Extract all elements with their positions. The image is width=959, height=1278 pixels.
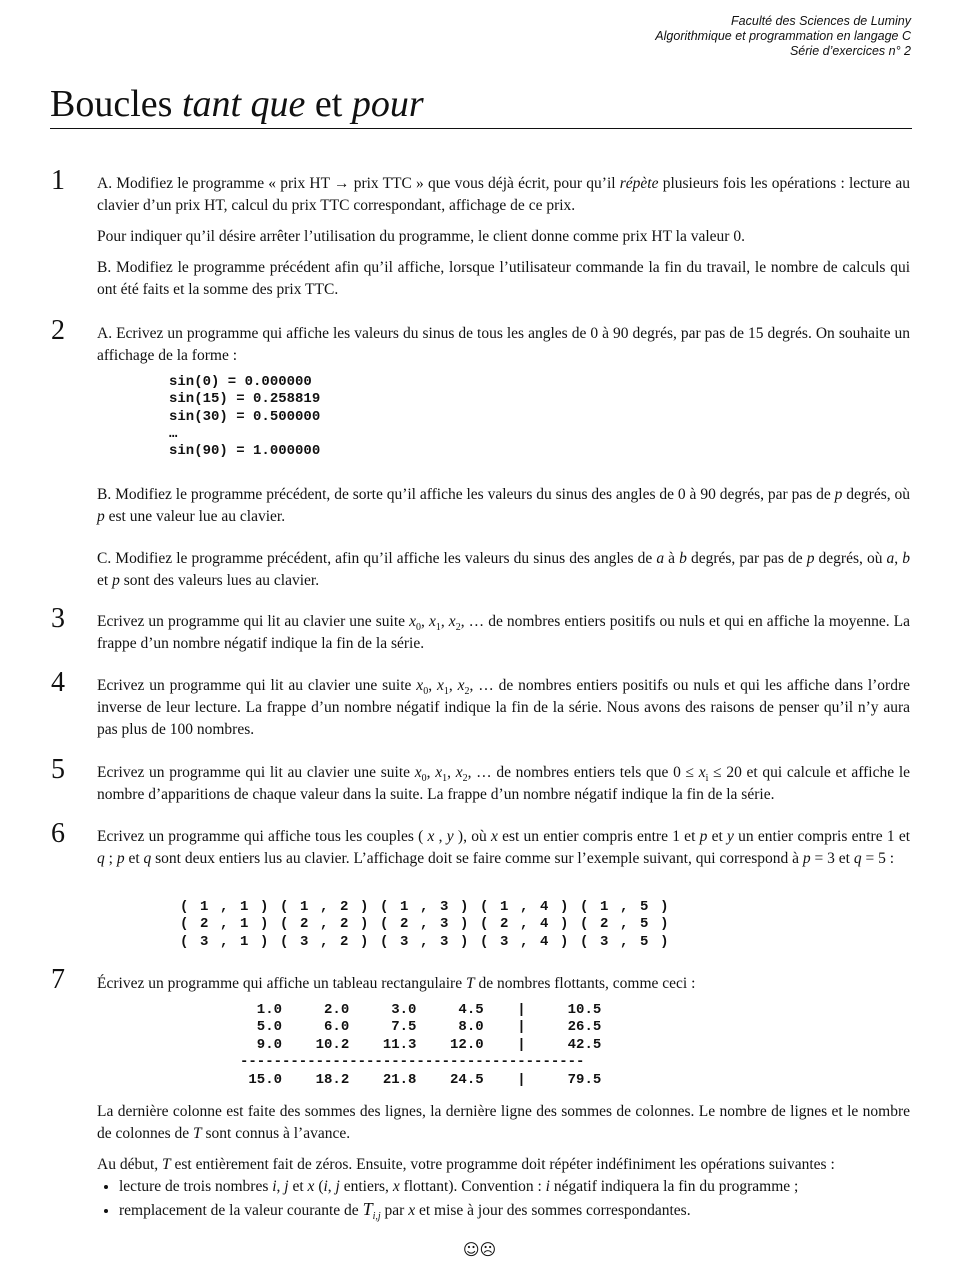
operations-list [97,1176,910,1222]
exercise-2-c: C. Modifiez le programme précédent, afin qu’il affiche les valeurs du sinus des angles de a à b degrés, par pas de p degrés, où a, b et p sont des valeurs lues au clavier. [97,550,911,589]
ex1-part-a-note: Pour indiquer qu’il désire arrêter l’utilisation du programme, le client donne comme prix HT la valeur 0. [97,228,745,245]
exercise-1 [97,173,910,301]
exercise-number-4: 4 [51,667,65,698]
exercise-number-6: 6 [51,818,65,849]
list-item: • remplacement de la valeur courante de $T_{i,j}$ par x et mise à jour des sommes correspondantes. [119,1198,910,1222]
title-rule [50,128,912,129]
exercise-number-5: 5 [51,754,65,785]
exercise-number-1: 1 [51,165,65,196]
list-item: • lecture de trois nombres i, j et x (i, j entiers, x flottant). Convention : i négatif indiquera la fin du programme ; [119,1176,910,1198]
faculty-name: Faculté des Sciences de Luminy [731,14,911,28]
course-name: Algorithmique et programmation en langage C [655,29,911,43]
exercise-6: Ecrivez un programme qui affiche tous les couples ( x , y ), où x est un entier compris entre 1 et p et y un entier compris entre 1 et q ; p et q sont deux entiers lus au clavier. L’affichage doit se faire comme sur l’exemple suivant, qui correspond à p = 3 et q = 5 : [97,828,911,867]
ex1-part-a: A. Modifiez le programme « prix HT → prix TTC » que vous déjà écrit, pour qu’il répète plusieurs fois les opérations : lecture au clavier d’un prix HT, calcul du prix TTC correspondant, affichage de ce prix. [97,175,910,214]
exercise-7-intro: Écrivez un programme qui affiche un tableau rectangulaire T de nombres flottants, comme ceci : [97,975,696,992]
sin-output-example: sin(0) = 0.000000 sin(15) = 0.258819 sin(30) = 0.500000 … sin(90) = 1.000000 [169,374,321,460]
exercise-4: Ecrivez un programme qui lit au clavier une suite $x_0$, $x_1$, $x_2$, … de nombres entiers positifs ou nuls et qui les affiche dans l’ordre inverse de leur lecture. La frappe d’un nombre négatif indique la fin de la série. Nous avons des raisons de penser qu’il n’y aura pas plus de 100 nombres. [97,677,911,738]
course-header [655,14,911,59]
exercise-7-body: La dernière colonne est faite des sommes des lignes, la dernière ligne des sommes de colonnes. Le nombre de lignes et le nombre de colonnes de T sont connus à l’avance. Au début, T est entièrement fait de zéros. Ensuite, votre programme doit répéter indéfiniment les opérations suivantes : • lecture de trois nombres i, j et x (i, j entiers, x flottant). Convention : i négatif indiquera la fin du programme ; • remplacement de la valeur courante de $T_{i,j}$ par x et mise à jour des sommes correspondantes. [97,1101,910,1222]
series-number: Série d’exercices n° 2 [789,44,911,58]
exercise-number-7: 7 [51,964,65,995]
exercise-2-b: B. Modifiez le programme précédent, de sorte qu’il affiche les valeurs du sinus des angles de 0 à 90 degrés, par pas de p degrés, où p est une valeur lue au clavier. [97,486,911,525]
ex1-part-b: B. Modifiez le programme précédent afin qu’il affiche, lorsque l’utilisateur commande la fin du travail, le nombre de calculs qui ont été faits et la somme des prix TTC. [97,259,910,298]
table-output-example: 1.0 2.0 3.0 4.5 | 10.5 5.0 6.0 7.5 8.0 | 26.5 9.0 10.2 11.3 12.0 | 42.5 ----------------------------------------- 15.0 18.2 21.8 24.5 | 79.5 [240,1002,602,1089]
couples-output-example: ( 1 , 1 ) ( 1 , 2 ) ( 1 , 3 ) ( 1 , 4 ) ( 1 , 5 ) ( 2 , 1 ) ( 2 , 2 ) ( 2 , 3 ) ( 2 , 4 ) ( 2 , 5 ) ( 3 , 1 ) ( 3 , 2 ) ( 3 , 3 ) ( 3 , 4 ) ( 3 , 5 ) [180,899,671,950]
exercise-number-2: 2 [51,315,65,346]
page-title: Boucles tant que et pour [50,83,424,125]
smiley-footer: ☺☹ [462,1240,497,1259]
exercise-5: Ecrivez un programme qui lit au clavier une suite $x_0$, $x_1$, $x_2$, … de nombres entiers tels que $0 \le x_i \le 20$ et qui calcule et affiche le nombre d’apparitions de chaque valeur dans la suite. La frappe d’un nombre négatif indique la fin de la série. [97,764,911,803]
exercise-number-3: 3 [51,603,65,634]
exercise-2-a: A. Ecrivez un programme qui affiche les valeurs du sinus de tous les angles de 0 à 90 degrés, par pas de 15 degrés. On souhaite un affichage de la forme : [97,325,910,364]
exercise-3: Ecrivez un programme qui lit au clavier une suite $x_0$, $x_1$, $x_2$, … de nombres entiers positifs ou nuls et qui en affiche la moyenne. La frappe d’un nombre négatif indique la fin de la série. [97,613,910,652]
